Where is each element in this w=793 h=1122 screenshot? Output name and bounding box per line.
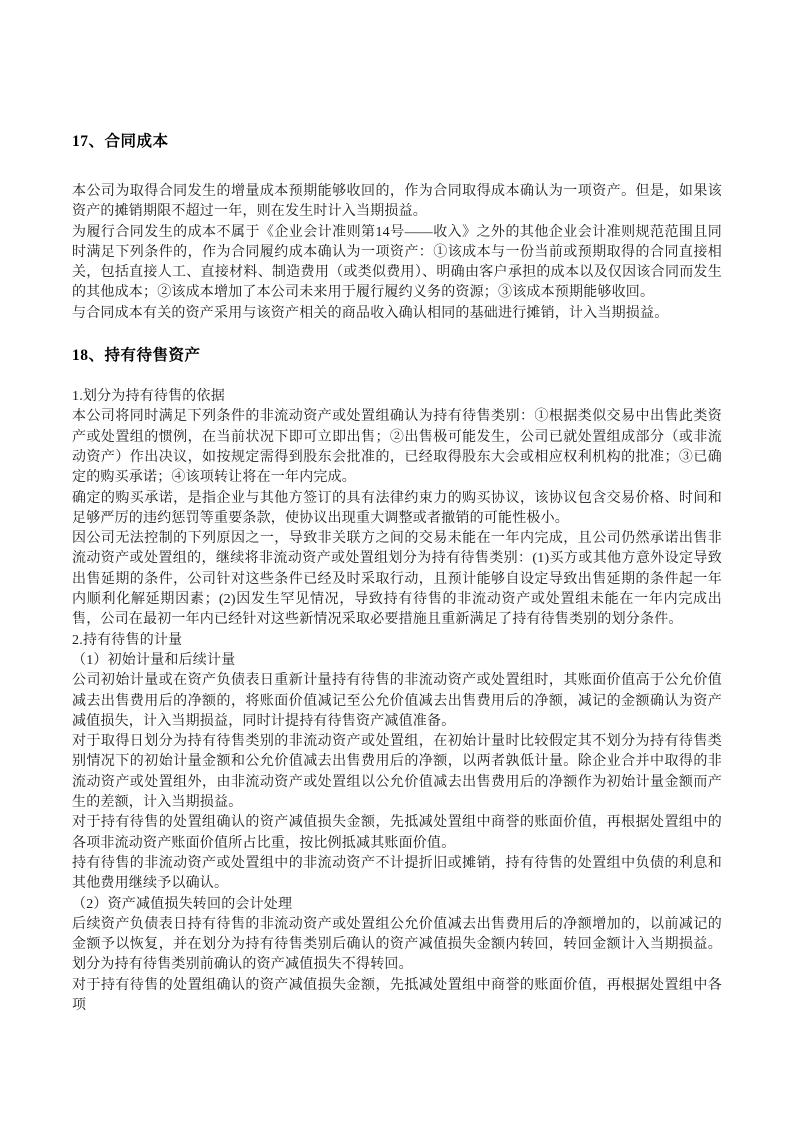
section-18-heading: 18、持有待售资产 [72, 347, 201, 365]
paragraph: 本公司为取得合同发生的增量成本预期能够收回的，作为合同取得成本确认为一项资产。但是，如果该资产的摊销期限不超过一年，则在发生时计入当期损益。 [72, 184, 722, 220]
paragraph: 本公司将同时满足下列条件的非流动资产或处置组确认为持有待售类别：①根据类似交易中出售此类资产或处置组的惯例，在当前状况下即可立即出售；②出售极可能发生，公司已就处置组成部分（或非流动资产）作出决议，如按规定需得到股东会批准的，已经取得股东大会或相应权利机构的批准；③已确定的购买承诺；④该项转让将在一年内完成。 [72, 409, 722, 486]
paragraph: 为履行合同发生的成本不属于《企业会计准则第14号——收入》之外的其他企业会计准则规范范围且同时满足下列条件的，作为合同履约成本确认为一项资产：①该成本与一份当前或预期取得的合同直接相关，包括直接人工、直接材料、制造费用（或类似费用）、明确由客户承担的成本以及仅因该合同而发生的其他成本；②该成本增加了本公司未来用于履行履约义务的资源；③该成本预期能够收回。 [72, 224, 722, 301]
subsection-title: 1.划分为持有待售的依据 [72, 389, 225, 405]
paragraph: 与合同成本有关的资产采用与该资产相关的商品收入确认相同的基础进行摊销，计入当期损益。 [72, 305, 669, 321]
subsection-title: （1）初始计量和后续计量 [72, 652, 236, 668]
paragraph: 因公司无法控制的下列原因之一，导致非关联方之间的交易未能在一年内完成，且公司仍然承诺出售非流动资产或处置组的，继续将非流动资产或处置组划分为持有待售类别：(1)买方或其他方意外设定导致出售延期的条件，公司针对这些条件已经及时采取行动，且预计能够自设定导致出售延期的条件起一年内顺利化解延期因素；(2)因发生罕见情况，导致持有待售的非流动资产或处置组未能在一年内完成出售，公司在最初一年内已经针对这些新情况采取必要措施且重新满足了持有待售类别的划分条件。 [72, 531, 722, 628]
subsection-title: 2.持有待售的计量 [72, 632, 183, 648]
paragraph: 对于取得日划分为持有待售类别的非流动资产或处置组，在初始计量时比较假定其不划分为持有待售类别情况下的初始计量金额和公允价值减去出售费用后的净额，以两者孰低计量。除企业合并中取得的非流动资产或处置组外，由非流动资产或处置组以公允价值减去出售费用后的净额作为初始计量金额而产生的差额，计入当期损益。 [72, 734, 722, 811]
paragraph: 公司初始计量或在资产负债表日重新计量持有待售的非流动资产或处置组时，其账面价值高于公允价值减去出售费用后的净额的，将账面价值减记至公允价值减去出售费用后的净额，减记的金额确认为资产减值损失，计入当期损益，同时计提持有待售资产减值准备。 [72, 673, 722, 729]
subsection-title: （2）资产减值损失转回的会计处理 [72, 896, 293, 912]
paragraph: 对于持有待售的处置组确认的资产减值损失金额，先抵减处置组中商誉的账面价值，再根据处置组中的各项非流动资产账面价值所占比重，按比例抵减其账面价值。 [72, 815, 722, 851]
paragraph: 后续资产负债表日持有待售的非流动资产或处置组公允价值减去出售费用后的净额增加的，以前减记的金额予以恢复，并在划分为持有待售类别后确认的资产减值损失金额内转回，转回金额计入当期损益。划分为持有待售类别前确认的资产减值损失不得转回。 [72, 916, 722, 973]
paragraph: 持有待售的非流动资产或处置组中的非流动资产不计提折旧或摊销，持有待售的处置组中负债的利息和其他费用继续予以确认。 [72, 855, 722, 892]
document-content [72, 131, 722, 1016]
paragraph: 确定的购买承诺，是指企业与其他方签订的具有法律约束力的购买协议，该协议包含交易价格、时间和足够严厉的违约惩罚等重要条款，使协议出现重大调整或者撤销的可能性极小。 [72, 490, 722, 526]
paragraph: 对于持有待售的处置组确认的资产减值损失金额，先抵减处置组中商誉的账面价值，再根据处置组中各项 [72, 977, 722, 1013]
section-17-heading: 17、合同成本 [72, 133, 169, 150]
